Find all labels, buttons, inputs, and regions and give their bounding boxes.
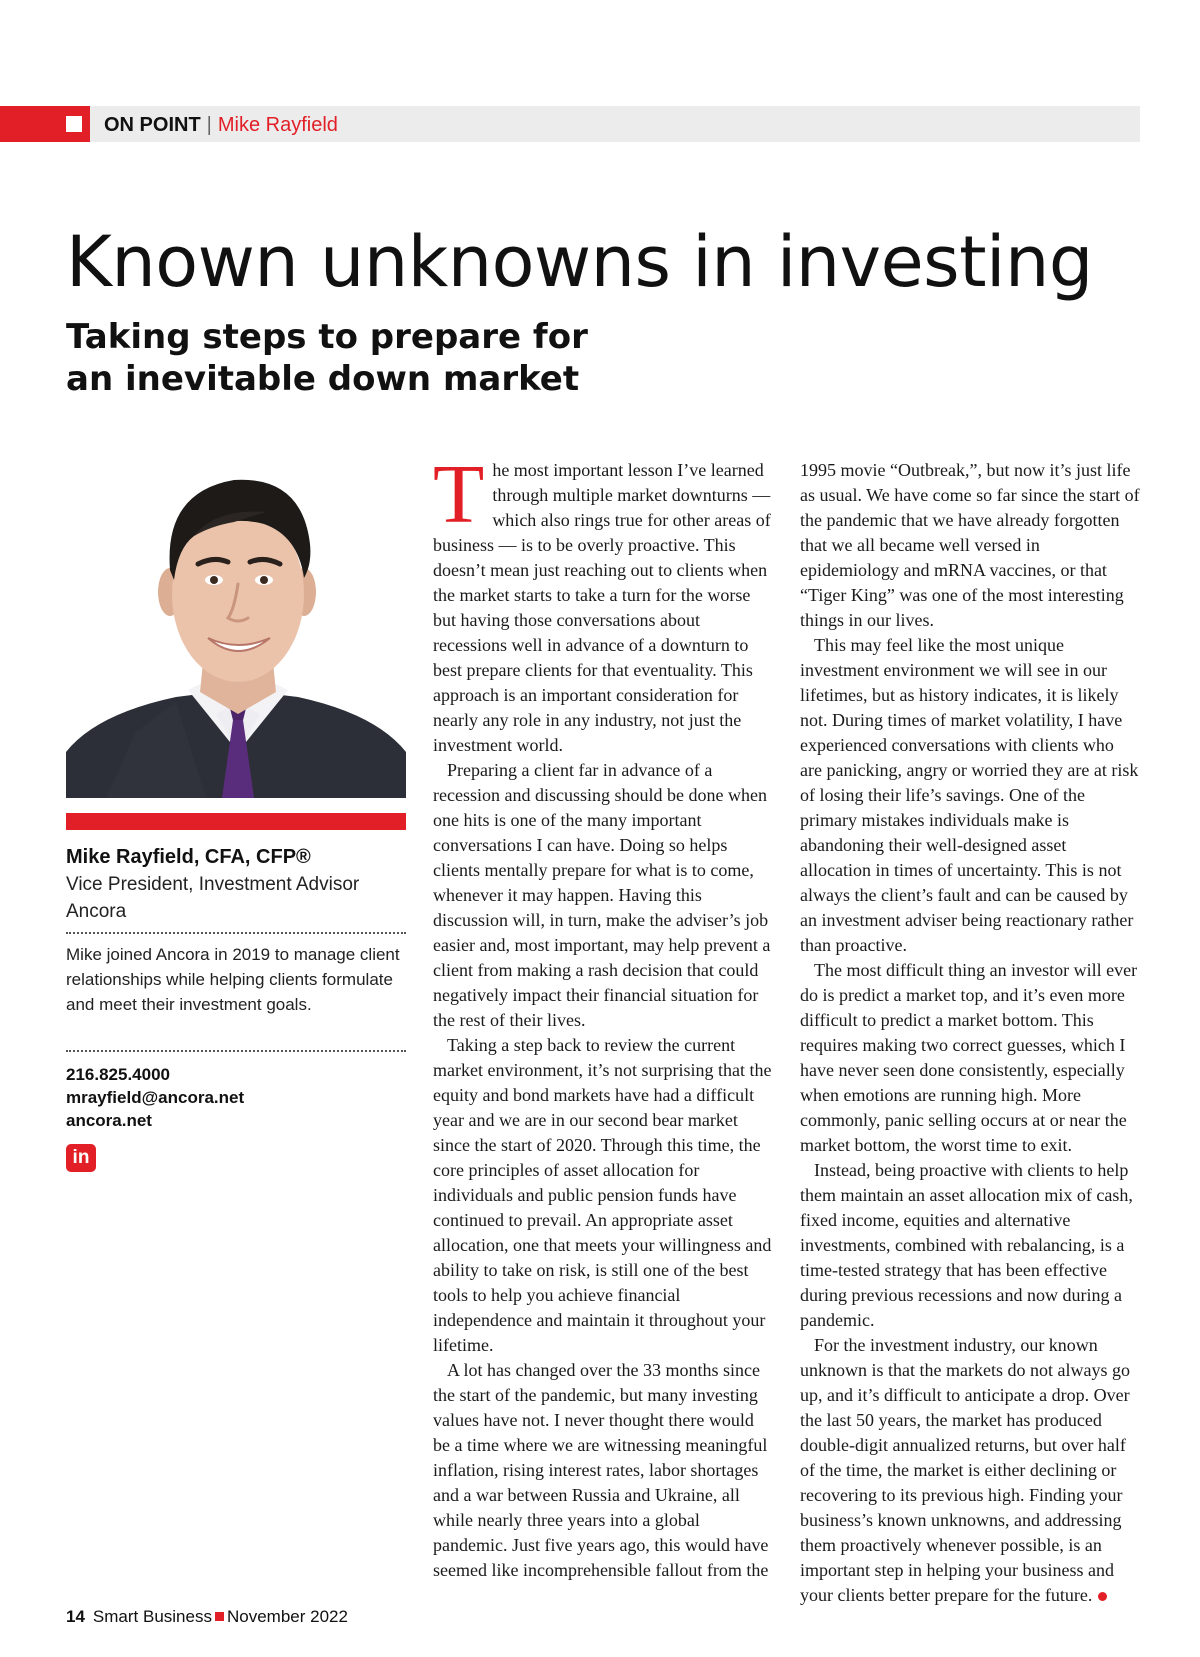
article-paragraph: The most difficult thing an investor will ever do is predict a market top, and it’s even more difficult to predict a market bottom. This requires making two correct guesses, which I have never seen done consistently, especially when emotions are running high. More commonly, panic selling occurs at or near the market bottom, the worst time to exit. xyxy=(800,960,1138,1155)
author-name: Mike Rayfield, CFA, CFP® xyxy=(66,846,311,868)
paragraph-text: For the investment industry, our known unknown is that the markets do not always go up, and it’s difficult to anticipate a drop. Over the last 50 years, the market has produced double-digit annualized returns, but over half of the time, the market is either declining or recovering to its previous high. Finding your business’s known unknowns, and addressing them proactively whenever possible, is an important step in helping your business and your clients better prepare for the future. xyxy=(800,1335,1130,1605)
drop-cap: T xyxy=(433,448,485,541)
footer-square-icon xyxy=(215,1612,224,1621)
author-description: Mike joined Ancora in 2019 to manage client relationships while helping clients formulate and meet their investment goals. xyxy=(66,945,400,1014)
article-paragraph xyxy=(800,1333,1140,1608)
issue-date: November 2022 xyxy=(226,1607,348,1626)
article-paragraph: This may feel like the most unique investment environment we will see in our lifetimes, but as history indicates, it is likely not. During times of market volatility, I have experienced conversations with clients who are panicking, angry or worried they are at risk of losing their life’s savings. One of the primary mistakes individuals make is abandoning their well-designed asset allocation in times of uncertainty. This is not always the client’s fault and can be caused by an investment adviser being reactionary rather than proactive. xyxy=(800,635,1139,955)
article-paragraph: A lot has changed over the 33 months since the start of the pandemic, but many investing values have not. I never thought there would be a time where we are witnessing meaningful inflation, rising interest rates, labor shortages and a war between Russia and Ukraine, all while nearly three years into a global pandemic. Just five years ago, this would have seemed like incomprehensible fallout from the xyxy=(433,1360,769,1580)
author-photo xyxy=(66,452,406,798)
article-column-2 xyxy=(800,458,1140,1608)
header-square-icon xyxy=(66,116,82,132)
page-number: 14 xyxy=(66,1607,85,1626)
paragraph-text: he most important lesson I’ve learned through multiple market downturns — which also rings true for other areas of business — is to be overly proactive. This doesn’t mean just reaching out to clients when the market starts to take a turn for the worse but having those conversations about recessions well in advance of a downturn to best prepare clients for that eventuality. This approach is an important consideration for nearly any role in any industry, not just the investment world. xyxy=(433,460,771,755)
linkedin-icon[interactable]: in xyxy=(66,1144,96,1172)
article-paragraph xyxy=(433,448,773,758)
end-mark-icon xyxy=(1098,1592,1107,1601)
header-label xyxy=(104,113,338,137)
article-paragraph: Instead, being proactive with clients to help them maintain an asset allocation mix of cash, fixed income, equities and alternative investments, combined with rebalancing, is a time-tested strategy that has been effective during previous recessions and now during a pandemic. xyxy=(800,1160,1133,1330)
dotted-divider xyxy=(66,932,406,934)
author-contacts xyxy=(66,1063,406,1132)
publication-name: Smart Business xyxy=(92,1607,212,1626)
author-website[interactable]: ancora.net xyxy=(66,1111,152,1130)
header-separator: | xyxy=(206,114,212,136)
author-bio xyxy=(66,843,406,925)
section-name: ON POINT xyxy=(104,114,201,136)
author-email[interactable]: mrayfield@ancora.net xyxy=(66,1088,245,1107)
article-subtitle: Taking steps to prepare for an inevitable down market xyxy=(66,317,588,399)
header-author: Mike Rayfield xyxy=(217,114,338,136)
page-footer xyxy=(66,1607,348,1627)
article-paragraph: 1995 movie “Outbreak,”, but now it’s just life as usual. We have come so far since the start of the pandemic that we have already forgotten that we all became well versed in epidemiology and mRNA vaccines, or that “Tiger King” was one of the most interesting things in our lives. xyxy=(800,460,1140,630)
author-role: Vice President, Investment Advisor xyxy=(66,874,360,895)
dotted-divider xyxy=(66,1050,406,1052)
article-title: Known unknowns in investing xyxy=(66,221,1093,303)
author-phone: 216.825.4000 xyxy=(66,1065,170,1084)
article-paragraph: Preparing a client far in advance of a recession and discussing should be done when one hits is one of the many important conversations I can have. Doing so helps clients mentally prepare for what is to come, whenever it may happen. Having this discussion will, in turn, make the adviser’s job easier and, most important, may help prevent a client from making a rash decision that could negatively impact their financial situation for the rest of their lives. xyxy=(433,760,771,1030)
author-company: Ancora xyxy=(66,901,127,922)
article-column-1 xyxy=(433,448,773,1583)
article-paragraph: Taking a step back to review the current market environment, it’s not surprising that the equity and bond markets have had a difficult year and we are in our second bear market since the start of 2020. Through this time, the core principles of asset allocation for individuals and public pension funds have continued to prevail. An appropriate asset allocation, one that meets your willingness and ability to take on risk, is still one of the best tools to help you achieve financial independence and maintain it throughout your lifetime. xyxy=(433,1035,772,1355)
sidebar-red-rule xyxy=(66,813,406,830)
